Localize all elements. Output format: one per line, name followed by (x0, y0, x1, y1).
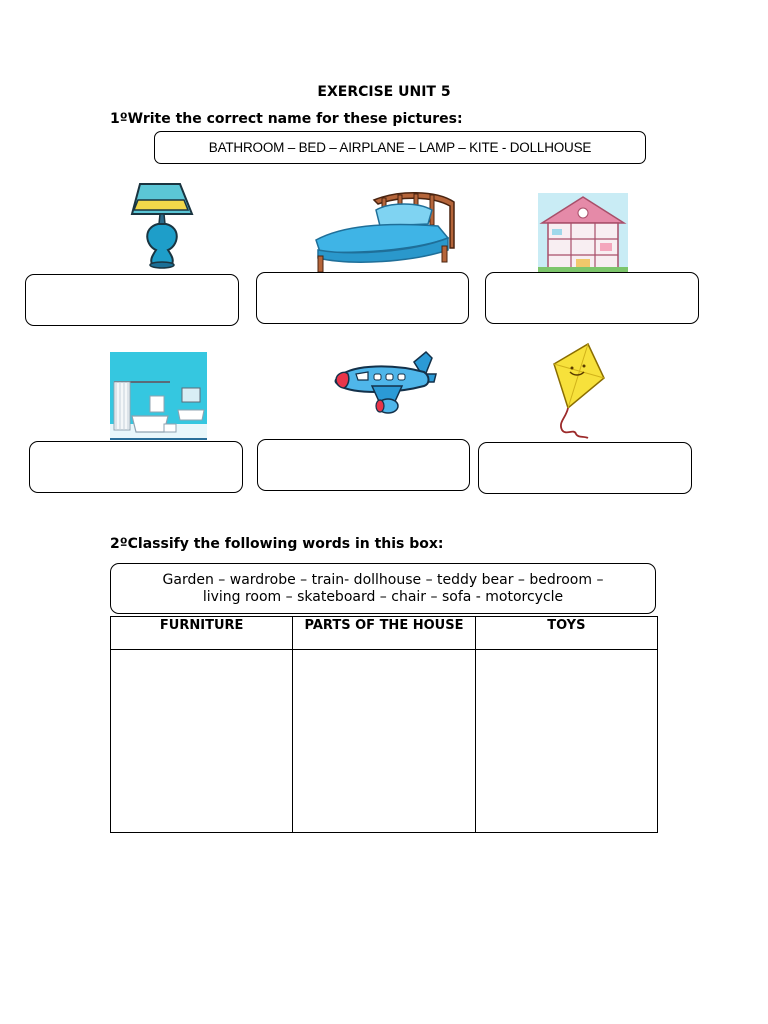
classify-word-bank-box (110, 563, 656, 614)
answer-box-bed[interactable] (256, 272, 469, 324)
answer-box-lamp[interactable] (25, 274, 239, 326)
page-title: EXERCISE UNIT 5 (317, 84, 451, 100)
parts-of-the-house-cell[interactable] (293, 650, 475, 833)
table-row (111, 650, 658, 833)
classify-word-bank-line2: living room – skateboard – chair – sofa - motorcycle (202, 588, 564, 605)
classification-table (110, 616, 658, 833)
bed-icon (312, 192, 457, 274)
table-header-row (111, 617, 658, 650)
answer-box-kite[interactable] (478, 442, 692, 494)
classify-word-bank-line1: Garden – wardrobe – train- dollhouse – teddy bear – bedroom – (162, 571, 604, 588)
lamp-icon (128, 180, 196, 270)
airplane-icon (332, 352, 437, 418)
answer-box-bathroom[interactable] (29, 441, 243, 493)
word-bank-text: BATHROOM – BED – AIRPLANE – LAMP – KITE - DOLLHOUSE (208, 140, 592, 155)
kite-icon (548, 342, 608, 442)
header-parts-of-the-house: PARTS OF THE HOUSE (293, 617, 475, 650)
dollhouse-icon (538, 193, 628, 273)
header-toys: TOYS (475, 617, 657, 650)
toys-cell[interactable] (475, 650, 657, 833)
header-furniture: FURNITURE (111, 617, 293, 650)
bathroom-icon (110, 352, 207, 440)
exercise2-instruction: 2ºClassify the following words in this box: (110, 536, 444, 552)
answer-box-airplane[interactable] (257, 439, 470, 491)
word-bank-box (154, 131, 646, 164)
exercise1-instruction: 1ºWrite the correct name for these pictures: (110, 111, 463, 127)
answer-box-dollhouse[interactable] (485, 272, 699, 324)
furniture-cell[interactable] (111, 650, 293, 833)
